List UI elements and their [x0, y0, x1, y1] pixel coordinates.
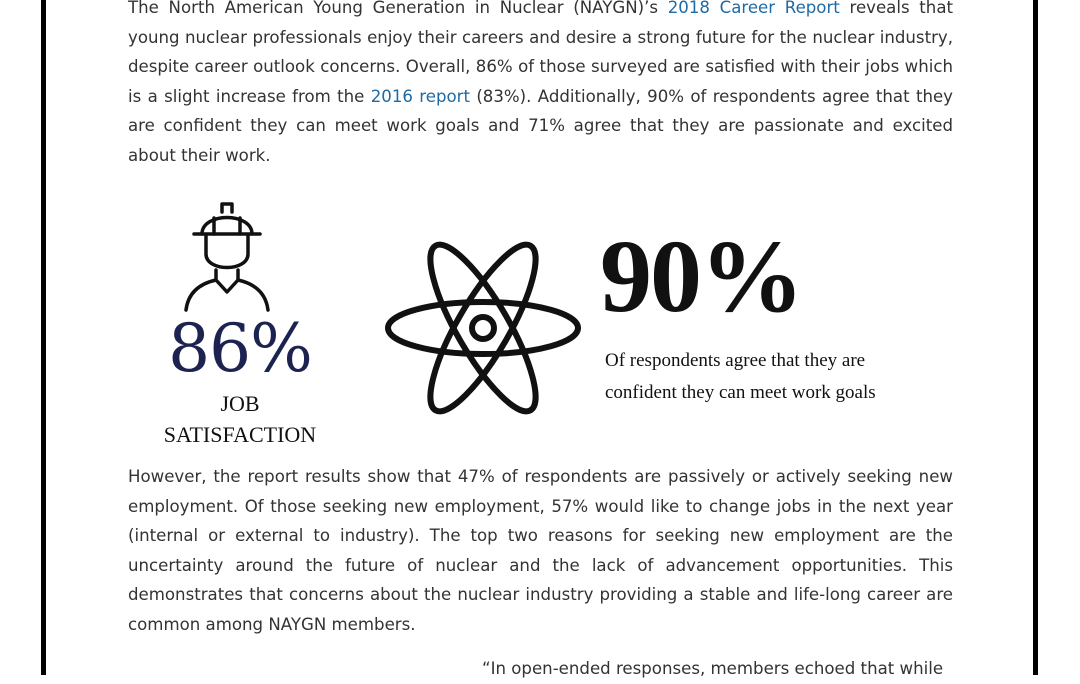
page-border-left: [41, 0, 46, 675]
intro-text-1: The North American Young Generation in Nuclear (NAYGN)’s: [128, 0, 668, 17]
page-border-right: [1033, 0, 1038, 675]
intro-text-3: (83%). Additionally, 90% of respondents agree that they are confident they can meet work goals and 71% agree that they are passionate and excited about their work.: [128, 86, 953, 165]
intro-paragraph: [128, 0, 953, 171]
report-2016-link[interactable]: 2016 report: [370, 86, 470, 106]
career-report-link[interactable]: 2018 Career Report: [667, 0, 840, 17]
construction-worker-icon: [178, 200, 276, 318]
atom-icon: [385, 232, 581, 422]
confidence-caption: [605, 345, 935, 409]
followup-paragraph: However, the report results show that 47% of respondents are passively or actively seeking new employment. Of those seeking new employment, 57% would like to change jobs in the next year (internal or external to industry). The top two reasons for seeking new employment are the uncertainty around the future of nuclear and the lack of advancement opportunities. This demonstrates that concerns about the nuclear industry providing a stable and life-long career are common among NAYGN members.: [128, 467, 953, 634]
confidence-caption-line1: Of respondents agree that they are: [605, 350, 866, 371]
job-satisfaction-label-line1: JOB: [220, 391, 260, 416]
job-satisfaction-value: 86%: [168, 310, 312, 387]
confidence-caption-line2: confident they can meet work goals: [605, 382, 876, 403]
job-satisfaction-label-line2: SATISFACTION: [163, 422, 317, 447]
job-satisfaction-label: [140, 388, 340, 450]
quote-paragraph: “In open-ended responses, members echoed that while: [482, 659, 944, 678]
intro-text-2: reveals that young nuclear professionals enjoy their careers and desire a strong future for the nuclear industry, despite career outlook concerns. Overall, 86% of those surveyed are satisfied with their jobs which is a slight increase from the: [128, 0, 953, 106]
confidence-value: 90%: [600, 219, 802, 334]
